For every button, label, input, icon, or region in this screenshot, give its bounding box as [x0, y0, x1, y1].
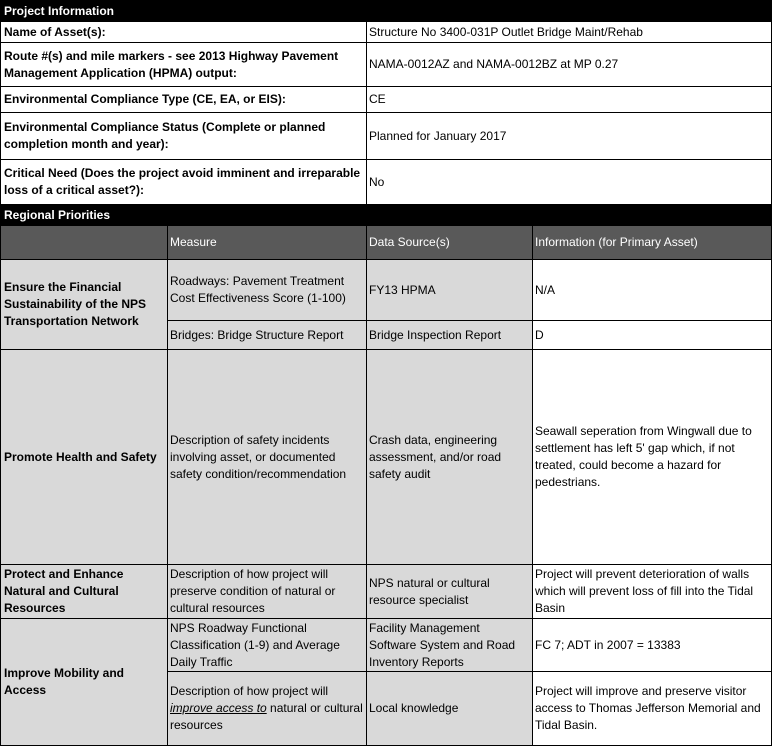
- asset-name-label: Name of Asset(s):: [1, 22, 367, 43]
- info-functional-classification: FC 7; ADT in 2007 = 13383: [533, 619, 772, 672]
- data-source-column-header: Data Source(s): [367, 226, 533, 260]
- critical-need-label: Critical Need (Does the project avoid imminent and irreparable loss of a critical asset?):: [1, 160, 367, 205]
- info-bridge-structure: D: [533, 321, 772, 350]
- priority-health-safety: Promote Health and Safety: [1, 350, 168, 565]
- source-local-knowledge: Local knowledge: [367, 672, 533, 746]
- measure-improve-access-emphasis: improve access to: [170, 701, 267, 715]
- info-pavement-treatment: N/A: [533, 260, 772, 321]
- measure-preserve-resources: Description of how project will preserve condition of natural or cultural resources: [168, 565, 367, 619]
- measure-improve-access-pre: Description of how project will: [170, 684, 329, 698]
- measure-bridge-structure: Bridges: Bridge Structure Report: [168, 321, 367, 350]
- compliance-type-value: CE: [367, 87, 772, 113]
- measure-improve-access: [168, 672, 367, 746]
- project-information-heading: Project Information: [1, 1, 772, 22]
- measure-pavement-treatment: Roadways: Pavement Treatment Cost Effectiveness Score (1-100): [168, 260, 367, 321]
- measure-improve-access-post: natural or cultural resources: [170, 701, 363, 732]
- info-safety: Seawall seperation from Wingwall due to settlement has left 5' gap which, if not treated, could become a hazard for pedestrians.: [533, 350, 772, 565]
- priority-financial-sustainability: Ensure the Financial Sustainability of the NPS Transportation Network: [1, 260, 168, 350]
- asset-name-value: Structure No 3400-031P Outlet Bridge Maint/Rehab: [367, 22, 772, 43]
- measure-column-header: Measure: [168, 226, 367, 260]
- source-facility-management: Facility Management Software System and Road Inventory Reports: [367, 619, 533, 672]
- route-label: Route #(s) and mile markers - see 2013 Highway Pavement Management Application (HPMA) output:: [1, 43, 367, 87]
- source-crash-data: Crash data, engineering assessment, and/or road safety audit: [367, 350, 533, 565]
- compliance-type-label: Environmental Compliance Type (CE, EA, or EIS):: [1, 87, 367, 113]
- source-hpma: FY13 HPMA: [367, 260, 533, 321]
- source-bridge-inspection: Bridge Inspection Report: [367, 321, 533, 350]
- compliance-status-value: Planned for January 2017: [367, 113, 772, 160]
- measure-functional-classification: NPS Roadway Functional Classification (1-9) and Average Daily Traffic: [168, 619, 367, 672]
- compliance-status-label: Environmental Compliance Status (Complete or planned completion month and year):: [1, 113, 367, 160]
- source-resource-specialist: NPS natural or cultural resource specialist: [367, 565, 533, 619]
- info-improve-access: Project will improve and preserve visitor access to Thomas Jefferson Memorial and Tidal Basin.: [533, 672, 772, 746]
- critical-need-value: No: [367, 160, 772, 205]
- route-value: NAMA-0012AZ and NAMA-0012BZ at MP 0.27: [367, 43, 772, 87]
- priority-mobility-access: Improve Mobility and Access: [1, 619, 168, 746]
- measure-safety-incidents: Description of safety incidents involving asset, or documented safety condition/recommendation: [168, 350, 367, 565]
- info-resources: Project will prevent deterioration of walls which will prevent loss of fill into the Tidal Basin: [533, 565, 772, 619]
- priority-natural-cultural: Protect and Enhance Natural and Cultural Resources: [1, 565, 168, 619]
- information-column-header: Information (for Primary Asset): [533, 226, 772, 260]
- regional-priorities-heading: Regional Priorities: [1, 205, 772, 226]
- priority-column-header: [1, 226, 168, 260]
